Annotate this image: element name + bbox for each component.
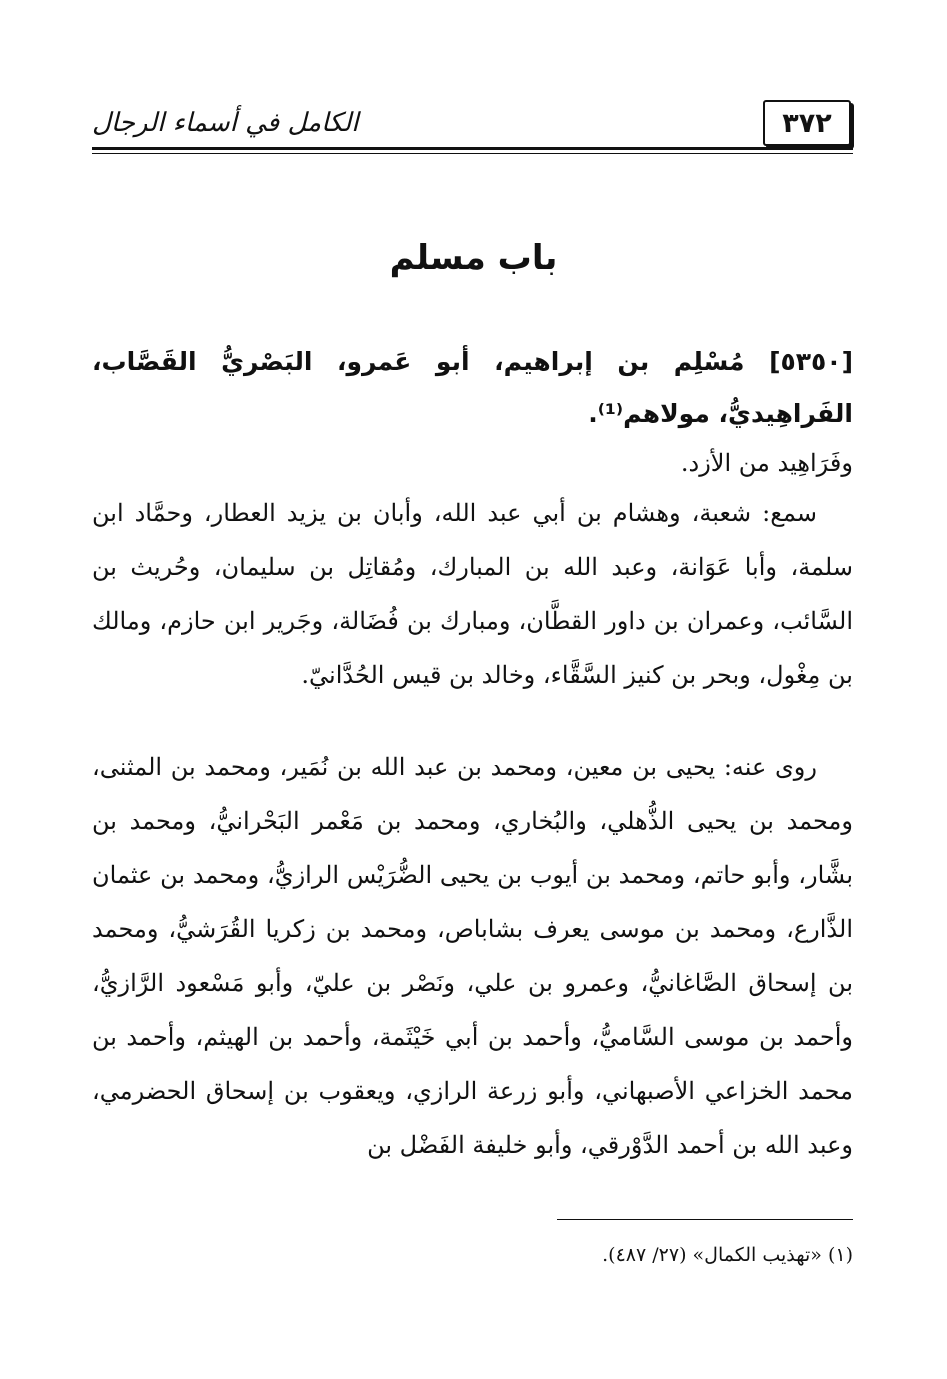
- page-number-text: ٣٧٢: [782, 107, 832, 139]
- page-number: [763, 100, 851, 146]
- narrated-by-paragraph: روى عنه: يحيى بن معين، ومحمد بن عبد الله بن نُمَير، ومحمد بن المثنى، ومحمد بن يحيى الذُّهلي، والبُخاري، ومحمد بن مَعْمر البَحْرانيُّ، ومحمد بن بشَّار، وأبو حاتم، ومحمد بن أيوب بن يحيى الضُّرَيْس الرازيُّ، ومحمد بن عثمان الذَّارع، ومحمد بن موسى يعرف بشاباص، ومحمد بن زكريا القُرَشيُّ، ومحمد بن إسحاق الصَّاغانيُّ، وعمرو بن علي، ونَصْر بن عليّ، وأبو مَسْعود الرَّازيُّ، وأحمد بن موسى السَّاميُّ، وأحمد بن أبي خَيْثَمة، وأحمد بن الهيثم، وأحمد بن محمد الخزاعي الأصبهاني، وأبو زرعة الرازي، ويعقوب بن إسحاق الحضرمي، وعبد الله بن أحمد الدَّوْرقي، وأبو خليفة الفَضْل بن: [92, 753, 853, 1159]
- footnote-separator: [557, 1219, 853, 1220]
- footnote: (١) «تهذيب الكمال» (٢٧/ ٤٨٧).: [602, 1244, 853, 1266]
- header-rule-thin: [92, 153, 853, 154]
- header-rule-thick: [92, 147, 853, 150]
- heard-from-paragraph: سمع: شعبة، وهشام بن أبي عبد الله، وأبان بن يزيد العطار، وحمَّاد ابن سلمة، وأبا عَوَانة، وعبد الله بن المبارك، ومُقاتِل بن سليمان، وحُريث بن السَّائب، وعمران بن داور القطَّان، ومبارك بن فُضَالة، وجَرير ابن حازم، ومالك بن مِغْول، وبحر بن كنيز السَّقَّاء، وخالد بن قيس الحُدَّانيّ.: [92, 499, 853, 689]
- chapter-heading: باب مسلم: [389, 238, 558, 278]
- entry-heading: [٥٣٥٠] مُسْلِم بن إبراهيم، أبو عَمرو، البَصْريُّ القَصَّاب، الفَراهِيديُّ، مولاهم⁽¹⁾.: [92, 347, 853, 428]
- book-title: الكامل في أسماء الرجال: [92, 108, 359, 138]
- origin-paragraph: وفَرَاهِيد من الأزد.: [680, 449, 853, 477]
